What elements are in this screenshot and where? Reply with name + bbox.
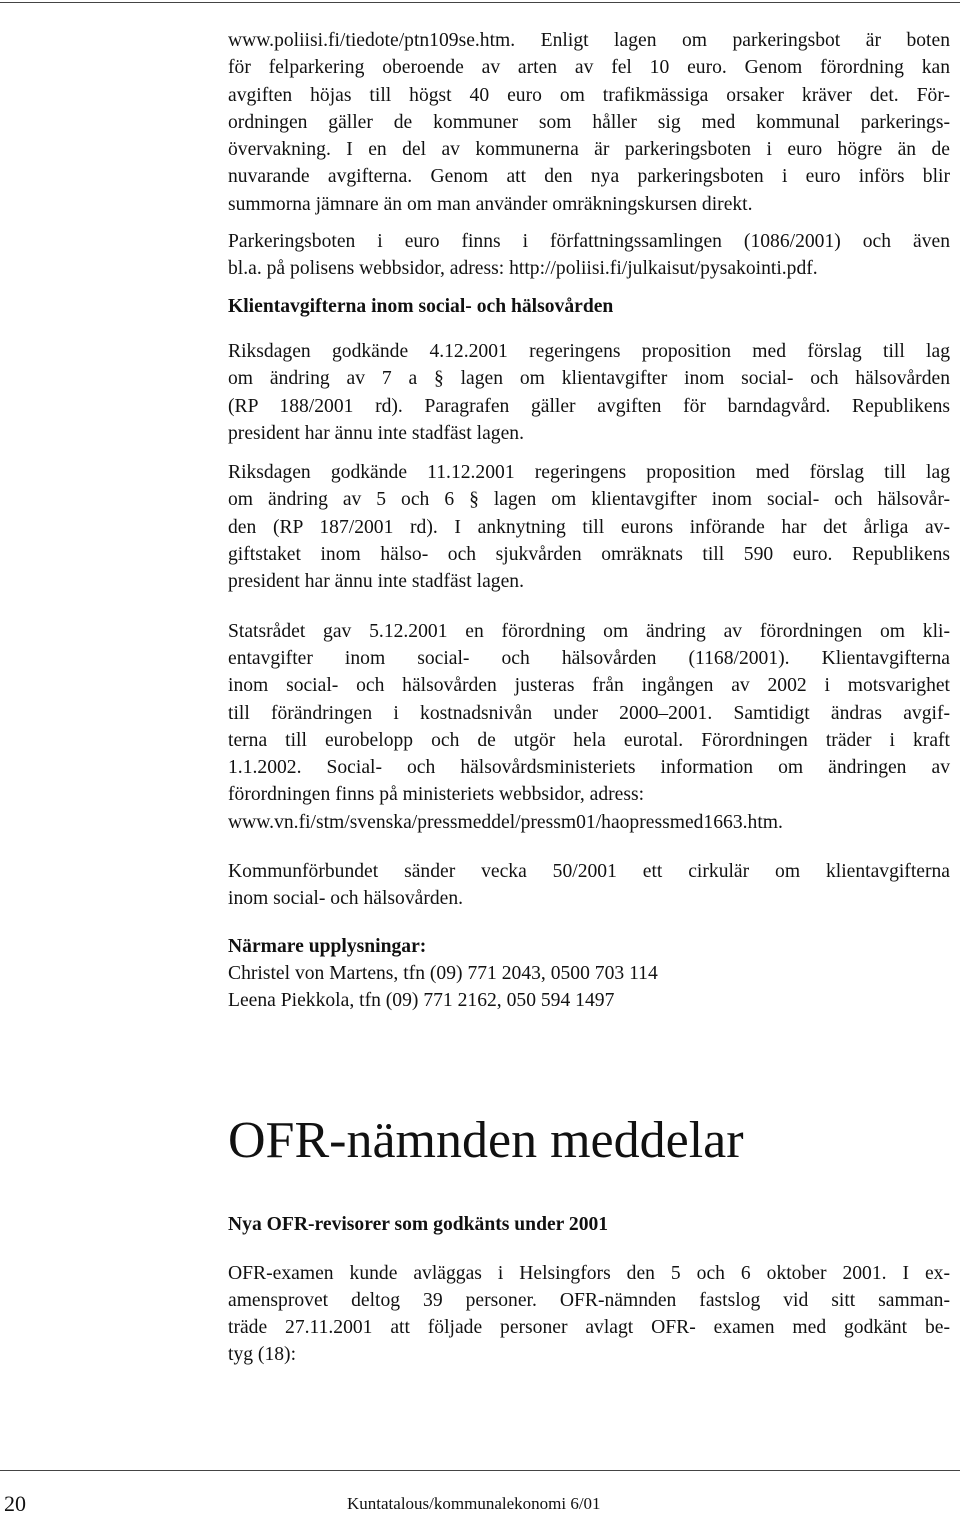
text-line: ordningen gäller de kommuner som håller sig med kommunal parkerings- [228,111,950,133]
text-line: www.poliisi.fi/tiedote/ptn109se.htm. Enligt lagen om parkeringsbot är boten [228,30,950,51]
client-fee-daycare-paragraph [228,338,950,447]
page-content [228,27,950,1369]
text-line: nuvarande avgifterna. Genom att den nya parkeringsboten i euro införs blir [228,166,950,188]
text-line: summorna jämnare än om man använder omräkningskursen direkt. [228,193,753,215]
ofr-exam-paragraph [228,1260,950,1369]
text-line: www.vn.fi/stm/svenska/pressmeddel/pressm01/haopressmed1663.htm. [228,811,783,833]
client-fee-healthcare-paragraph [228,459,950,595]
text-line: tyg (18): [228,1344,297,1366]
text-line: inom social- och hälsovården justeras från ingången av 2002 i motsvarighet [228,675,950,697]
text-line: amensprovet deltog 39 personer. OFR-nämnden fastslog vid sitt samman- [228,1289,950,1311]
contacts-heading: Närmare upplysningar: [228,935,427,957]
footer-publication: Kuntatalous/kommunalekonomi 6/01 [347,1494,601,1513]
text-line: Riksdagen godkände 11.12.2001 regeringens proposition med förslag till lag [228,462,950,484]
section-title-ofr: OFR-nämnden meddelar [228,1111,744,1169]
text-line: bl.a. på polisens webbsidor, adress: http://poliisi.fi/julkaisut/pysakointi.pdf. [228,258,818,280]
text-line: Parkeringsboten i euro finns i författningssamlingen (1086/2001) och även [228,231,950,253]
text-line: (RP 188/2001 rd). Paragrafen gäller avgiften för barndagvård. Republikens [228,395,950,417]
contacts-block [228,933,950,1015]
text-line: avgiften höjas till högst 40 euro om trafikmässiga orsaker kräver det. För- [228,84,950,106]
text-line: den (RP 187/2001 rd). I anknytning till eurons införande har det årliga av- [228,516,950,538]
top-rule [0,2,960,3]
contact-line: Leena Piekkola, tfn (09) 771 2162, 050 594 1497 [228,990,615,1012]
text-line: entavgifter inom social- och hälsovården (1168/2001). Klientavgifterna [228,647,950,669]
text-line: inom social- och hälsovården. [228,888,464,910]
contact-line: Christel von Martens, tfn (09) 771 2043, 0500 703 114 [228,962,658,984]
text-line: träde 27.11.2001 att följade personer avlagt OFR- examen med godkänt be- [228,1317,950,1339]
text-line: giftstaket inom hälso- och sjukvården omräknats till 590 euro. Republikens [228,544,950,566]
subsection-heading-ofr-auditors: Nya OFR-revisorer som godkänts under 2001 [228,1213,609,1235]
text-line: terna till eurobelopp och de utgör hela eurotal. Förordningen träder i kraft [228,729,950,751]
text-line: president har ännu inte stadfäst lagen. [228,422,524,444]
text-line: övervakning. I en del av kommunerna är parkeringsboten i euro högre än de [228,139,950,161]
text-line: president har ännu inte stadfäst lagen. [228,571,524,593]
page-number: 20 [4,1491,26,1516]
text-line: om ändring av 5 och 6 § lagen om klientavgifter inom social- och hälsovår- [228,489,950,511]
parking-fine-paragraph [228,27,950,218]
text-line: till förändringen i kostnadsnivån under 2000–2001. Samtidigt ändras avgif- [228,702,950,724]
text-line: Kommunförbundet sänder vecka 50/2001 ett cirkulär om klientavgifterna [228,861,950,883]
text-line: Riksdagen godkände 4.12.2001 regeringens proposition med förslag till lag [228,340,950,362]
text-line: för felparkering oberoende av arten av fel 10 euro. Genom förordning kan [228,57,950,79]
regulation-paragraph [228,618,950,836]
parking-fine-source-paragraph [228,228,950,283]
text-line: Statsrådet gav 5.12.2001 en förordning om ändring av förordningen om kli- [228,620,950,642]
section-heading-client-fees: Klientavgifterna inom social- och hälsovården [228,295,614,317]
circular-paragraph [228,858,950,913]
text-line: om ändring av 7 a § lagen om klientavgifter inom social- och hälsovården [228,368,950,390]
text-line: 1.1.2002. Social- och hälsovårdsministeriets information om ändringen av [228,757,950,779]
text-line: förordningen finns på ministeriets webbsidor, adress: [228,784,645,806]
footer-rule [0,1470,960,1471]
text-line: OFR-examen kunde avläggas i Helsingfors den 5 och 6 oktober 2001. I ex- [228,1262,950,1284]
